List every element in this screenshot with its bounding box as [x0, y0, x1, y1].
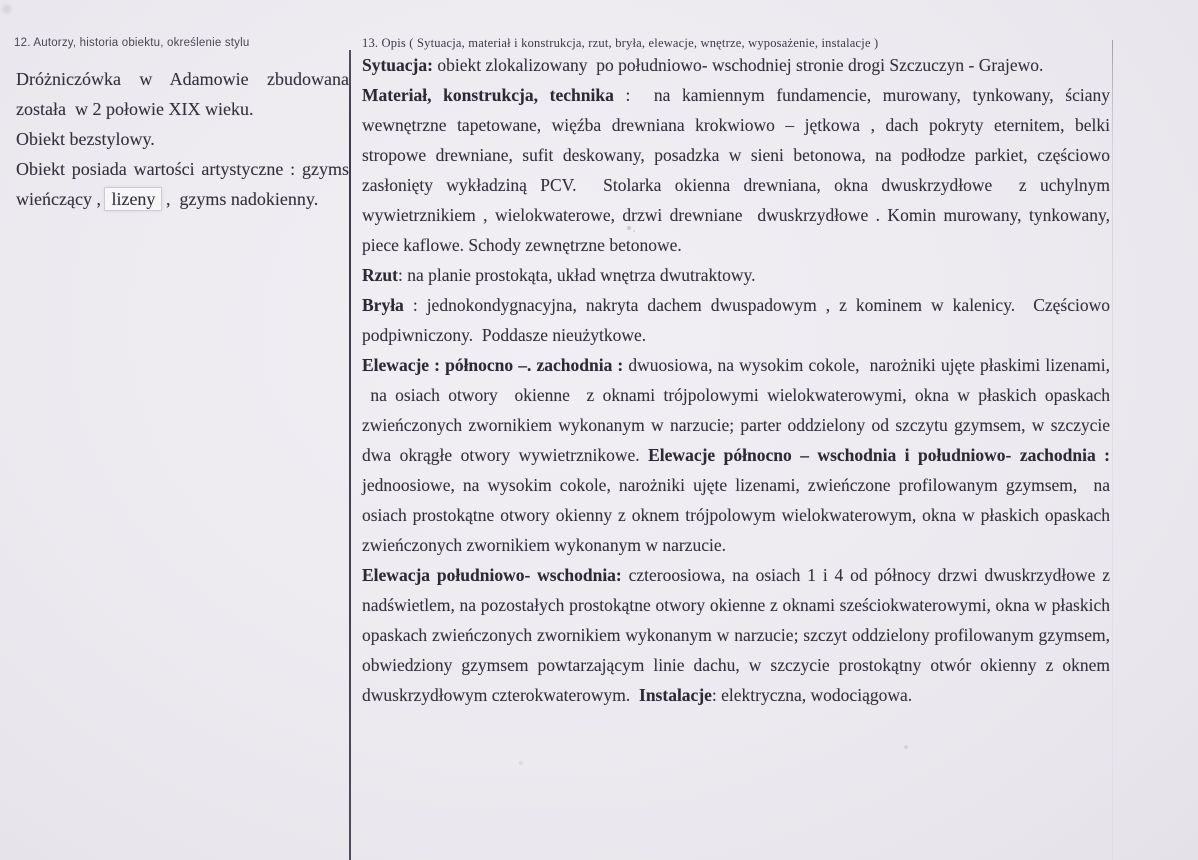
- paragraph: [362, 290, 1110, 350]
- field-13-label: 13. Opis ( Sytuacja, materiał i konstrukcja, rzut, bryła, elewacje, wnętrze, wyposażenie, instalacje ): [362, 36, 879, 50]
- text-segment: obiekt zlokalizowany po południowo- wschodniej stronie drogi Szczuczyn - Grajewo.: [432, 55, 1044, 75]
- bold-lead-text: Sytuacja:: [362, 55, 433, 75]
- paragraph: [362, 260, 1110, 290]
- correction-patch-text: lizeny: [105, 188, 161, 210]
- bold-lead-text: Bryła: [362, 295, 404, 315]
- text-segment: Obiekt bezstylowy.: [16, 129, 155, 149]
- page-right-edge-line: [1112, 40, 1113, 860]
- text-segment: : na kamiennym fundamencie, murowany, tynkowany, ściany wewnętrzne tapetowane, więźba drewniana krokwiowo – jętkowa , dach pokryty eternitem, belki stropowe drewniane, sufit deskowany, posadzka w sieni betonowa, na podłodze parkiet, częściowo zasłonięty wykładziną PCV. Stolarka okienna drewniana, okna dwuskrzydłowe z uchylnym wywietrznikiem , wielokwaterowe, drzwi drewniane dwuskrzydłowe . Komin murowany, tynkowany, piece kaflowe. Schody zewnętrzne betonowe.: [362, 85, 1110, 255]
- column-divider-line: [349, 50, 351, 860]
- paragraph: [362, 80, 1110, 260]
- paragraph: [362, 50, 1110, 80]
- text-segment: jednoosiowe, na wysokim cokole, narożniki ujęte lizenami, zwieńczone profilowanym gzymsem, na osiach prostokątne otwory okienny z oknem trójpolowym wielokwaterowym, okna w płaskich opaskach zwieńczonych zwornikiem wykonanym w narzucie.: [362, 475, 1110, 555]
- paragraph: [16, 154, 349, 214]
- bold-lead-text: Elewacje : północno –. zachodnia :: [362, 355, 624, 375]
- paragraph: [16, 64, 349, 124]
- text-segment: Obiekt posiada wartości artystyczne : gzyms wieńczący ,: [16, 159, 349, 209]
- text-segment: dwuosiowa, na wysokim cokole, narożniki ujęte płaskimi lizenami, na osiach otwory okienne z oknami trójpolowymi wielokwaterowymi, okna w płaskich opaskach zwieńczonych zwornikiem wykonanym w narzucie; parter oddzielony od szczytu gzymsem, w szczycie dwa okrągłe otwory wywietrznikowe.: [362, 355, 1110, 465]
- bold-lead-text: Rzut: [362, 265, 398, 285]
- bold-lead-text: Instalacje: [639, 685, 712, 705]
- bold-lead-text: Elewacja południowo- wschodnia:: [362, 565, 622, 585]
- text-segment: : na planie prostokąta, układ wnętrza dwutraktowy.: [397, 265, 756, 285]
- text-segment: Dróżniczówka w Adamowie zbudowana została w 2 połowie XIX wieku.: [16, 69, 349, 119]
- text-segment: , gzyms nadokienny.: [161, 189, 319, 209]
- bold-lead-text: Elewacje północno – wschodnia i południowo- zachodnia :: [648, 445, 1111, 465]
- text-segment: czteroosiowa, na osiach 1 i 4 od północy drzwi dwuskrzydłowe z nadświetlem, na pozostałych prostokątne otwory okienne z oknami sześciokwaterowymi, okna w płaskich opaskach zwieńczonych zwornikiem wykonanym w narzucie; szczyt oddzielony profilowanym gzymsem, obwiedziony gzymsem powtarzającym linie dachu, w szczycie prostokątny otwór okienny z oknem dwuskrzydłowym czterokwaterowym.: [362, 565, 1110, 705]
- text-segment: : jednokondygnacyjna, nakryta dachem dwuspadowym , z kominem w kalenicy. Częściowo podpiwniczony. Poddasze nieużytkowe.: [362, 295, 1110, 345]
- field-12-label: 12. Autorzy, historia obiektu, określenie stylu: [14, 37, 250, 49]
- field-13-description: [362, 50, 1110, 710]
- paragraph: [362, 560, 1110, 710]
- field-12-authors-history-style: [16, 64, 349, 214]
- paper-speckles: [0, 0, 2, 2]
- paragraph: [16, 124, 349, 154]
- paragraph: [362, 350, 1110, 560]
- bold-lead-text: Materiał, konstrukcja, technika: [362, 85, 614, 105]
- text-segment: : elektryczna, wodociągowa.: [711, 685, 913, 705]
